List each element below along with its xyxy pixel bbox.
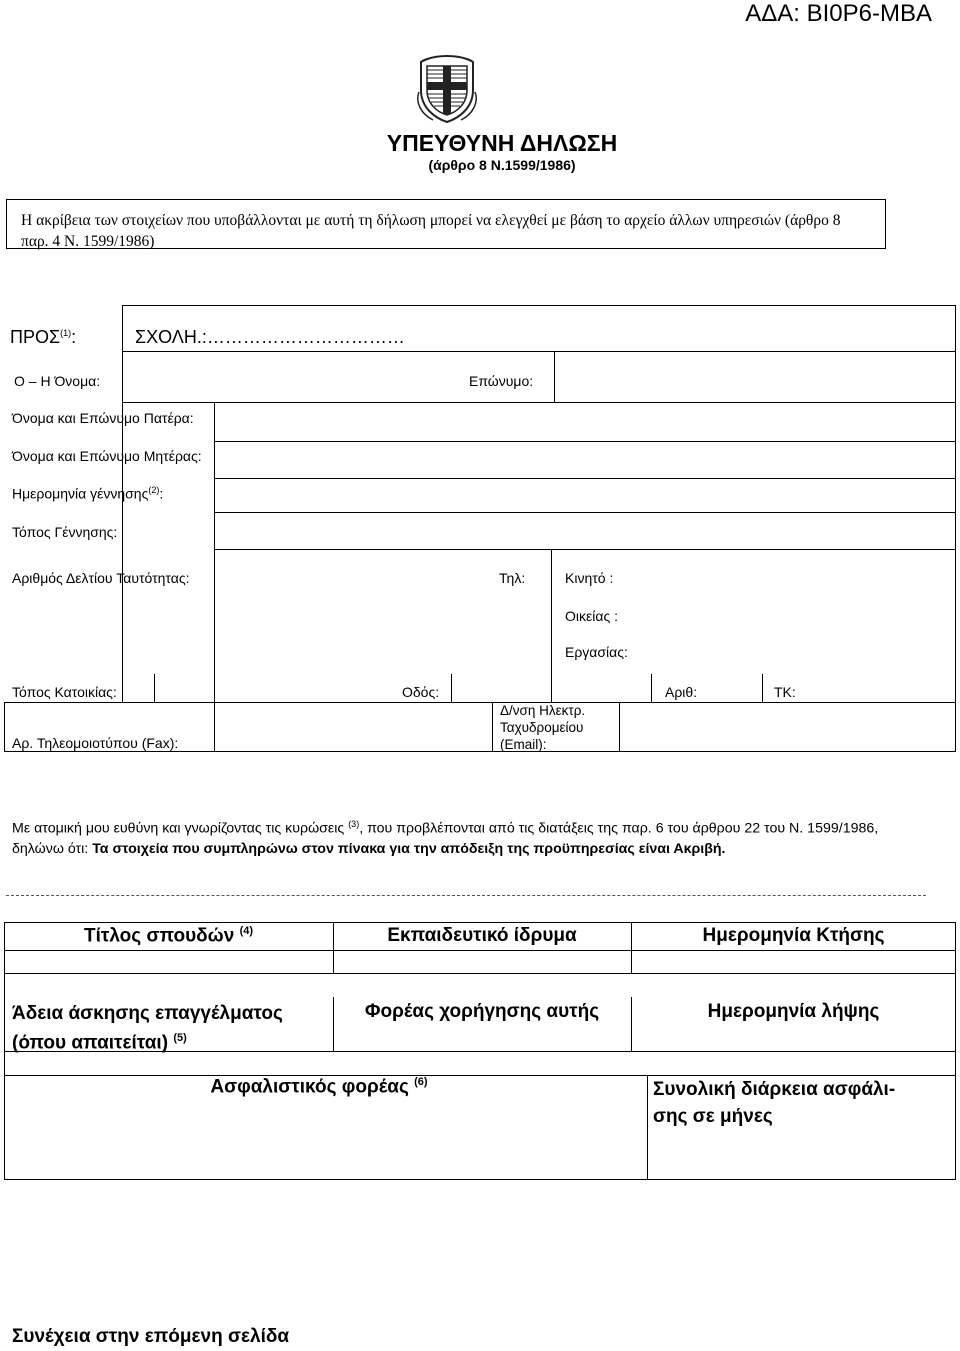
father-name-label: Όνομα και Επώνυμο Πατέρα: [12,410,194,426]
license-cell[interactable] [6,1053,954,1074]
surname-label: Επώνυμο: [469,373,534,389]
header-institution: Εκπαιδευτικό ίδρυμα [387,925,577,946]
tel-label: Τηλ: [499,570,526,586]
fax-field[interactable] [216,703,490,751]
surname-field[interactable] [556,353,954,401]
header-license-date: Ημερομηνία λήψης [707,1001,880,1022]
id-number-label: Αριθμός Δελτίου Ταυτότητας: [12,570,190,586]
birthplace-label: Τόπος Γέννησης: [12,524,118,540]
name-label: Ο – Η Όνομα: [14,373,101,389]
email-field[interactable] [621,703,954,751]
birthplace-field[interactable] [216,514,954,548]
ada-code: ΑΔΑ: ΒΙ0Ρ6-ΜΒΑ [745,0,932,27]
insurance-duration-cell[interactable] [649,1132,954,1178]
mother-name-field[interactable] [216,443,954,477]
header-insurance-duration: Συνολική διάρκεια ασφάλι- σης σε μήνες [653,1079,896,1127]
header-license: Άδεια άσκησης επαγγέλματος (όπου απαιτείται) $^{(5)}$ [12,1003,283,1054]
service-table [4,922,956,1180]
institution-cell[interactable] [335,952,630,972]
zip-label: ΤΚ: [774,684,796,700]
accuracy-notice: Η ακρίβεια των στοιχείων που υποβάλλονται με αυτή τη δήλωση μπορεί να ελεγχθεί με βάση το αρχείο άλλων υπηρεσιών (άρθρο 8 παρ. 4 Ν. 1599/1986) [6,199,886,249]
fax-label: Αρ. Τηλεομοιοτύπου (Fax): [12,735,179,751]
mobile-label: Κινητό : [565,570,614,586]
page-title: ΥΠΕΥΘΥΝΗ ΔΗΛΩΣΗ [386,130,618,156]
residence-label: Τόπος Κατοικίας: [12,684,117,700]
declaration-text: Με ατομική μου ευθύνη και γνωρίζοντας τις κυρώσεις $^{(3)}$, που προβλέπονται από τις διατάξεις της παρ. 6 του άρθρου 22 του Ν. 1599/1986, δηλώνω ότι: Τα στοιχεία που συμπληρώνω στον πίνακα για την απόδειξη της προϋπηρεσίας είναι Ακριβή. [12,819,879,857]
personal-details-form [4,305,956,765]
name-field[interactable] [124,353,552,401]
dashed-separator [6,895,926,896]
pros-label: ΠΡΟΣ$^{(1)}$: [10,327,77,347]
header-acquisition-date: Ημερομηνία Κτήσης [702,925,885,946]
birthdate-label: Ημερομηνία γέννησης$^{(2)}$: [12,485,164,502]
father-name-field[interactable] [216,404,954,440]
degree-title-cell[interactable] [6,952,332,972]
acquisition-date-cell[interactable] [633,952,954,972]
email-label: Δ/νση Ηλεκτρ. Ταχυδρομείου (Email): [500,703,586,752]
greek-emblem-icon [415,52,479,124]
work-phone-label: Εργασίας: [565,644,628,660]
mother-name-label: Όνομα και Επώνυμο Μητέρας: [12,448,202,464]
street-label: Οδός: [402,684,440,700]
header-degree-title: Τίτλος σπουδών $^{(4)}$ [83,925,254,947]
header-license-issuer: Φορέας χορήγησης αυτής [364,1001,600,1022]
header-insurance-fund: Ασφαλιστικός φορέας $^{(6)}$ [210,1076,428,1098]
insurance-fund-cell[interactable] [6,1132,646,1178]
page-subtitle: (άρθρο 8 Ν.1599/1986) [428,157,576,173]
pros-value: ΣΧΟΛΗ.:…………………………… [135,327,405,347]
birthdate-field[interactable] [216,480,954,511]
id-number-field[interactable] [216,551,496,701]
continued-next-page: Συνέχεια στην επόμενη σελίδα [12,1326,290,1347]
home-phone-label: Οικείας : [565,608,618,624]
number-label: Αριθ: [665,684,698,700]
